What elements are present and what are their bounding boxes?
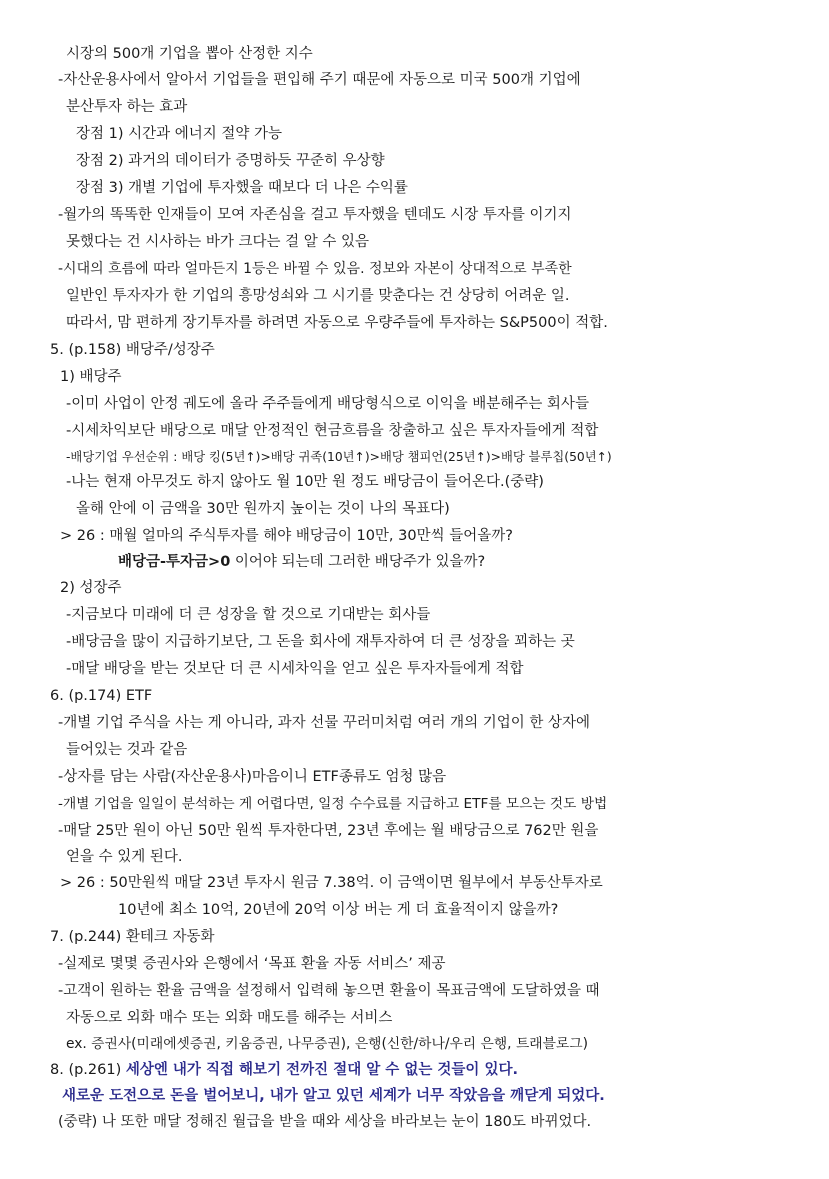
text-line: -매달 25만 원이 아닌 50만 원씩 투자한다면, 23년 후에는 월 배당금으로 762만 원을	[58, 823, 599, 839]
text-line: -실제로 몇몇 증권사와 은행에서 ‘목표 환율 자동 서비스’ 제공	[58, 956, 446, 972]
text-line: -자산운용사에서 알아서 기업들을 편입해 주기 때문에 자동으로 미국 500개 기업에	[58, 72, 581, 88]
text-line: -배당기업 우선순위 : 배당 킹(5년↑)>배당 귀족(10년↑)>배당 챔피언(25년↑)>배당 블루칩(50년↑)	[66, 450, 612, 464]
text-line: -지금보다 미래에 더 큰 성장을 할 것으로 기대받는 회사들	[66, 607, 431, 623]
subsection-heading: 1) 배당주	[60, 369, 122, 385]
quote-line: 새로운 도전으로 돈을 벌어보니, 내가 알고 있던 세계가 너무 작았음을 깨닫게 되었다.	[62, 1088, 605, 1104]
text-line: -고객이 원하는 환율 금액을 설정해서 입력해 놓으면 환율이 목표금액에 도달하였을 때	[58, 983, 600, 999]
subsection-heading: 2) 성장주	[60, 580, 122, 596]
text-line: -월가의 똑똑한 인재들이 모여 자존심을 걸고 투자했을 텐데도 시장 투자를 이기지	[58, 207, 572, 223]
text-line: -나는 현재 아무것도 하지 않아도 월 10만 원 정도 배당금이 들어온다.(중략)	[66, 474, 544, 490]
text-line: 분산투자 하는 효과	[66, 99, 188, 115]
text-line: 올해 안에 이 금액을 30만 원까지 높이는 것이 나의 목표다)	[76, 501, 450, 517]
text-line: -배당금을 많이 지급하기보단, 그 돈을 회사에 재투자하여 더 큰 성장을 꾀하는 곳	[66, 634, 575, 650]
comment-line: 10년에 최소 10억, 20년에 20억 이상 버는 게 더 효율적이지 않을까?	[118, 902, 559, 918]
text-line: -이미 사업이 안정 궤도에 올라 주주들에게 배당형식으로 이익을 배분해주는 회사들	[66, 396, 589, 412]
text-line: ex. 증권사(미래에셋증권, 키움증권, 나무증권), 은행(신한/하나/우리 은행, 트래블로그)	[66, 1036, 588, 1052]
comment-text: 이어야 되는데 그러한 배당주가 있을까?	[230, 554, 486, 570]
comment-line: > 26 : 매월 얼마의 주식투자를 해야 배당금이 10만, 30만씩 들어올까?	[60, 528, 513, 544]
section-number: 8. (p.261)	[50, 1062, 126, 1078]
text-line: 장점 1) 시간과 에너지 절약 가능	[76, 126, 283, 142]
formula-text: 배당금-투자금>0	[118, 554, 231, 570]
text-line: 못했다는 건 시사하는 바가 크다는 걸 알 수 있음	[66, 234, 370, 250]
text-line: (중략) 나 또한 매달 정해진 월급을 받을 때와 세상을 바라보는 눈이 180도 바뀌었다.	[58, 1114, 592, 1130]
text-line: 장점 2) 과거의 데이터가 증명하듯 꾸준히 우상향	[76, 153, 385, 169]
section-heading: 7. (p.244) 환테크 자동화	[50, 929, 215, 945]
text-line: 시장의 500개 기업을 뽑아 산정한 지수	[66, 46, 313, 62]
quote-text: 세상엔 내가 직접 해보기 전까진 절대 알 수 없는 것들이 있다.	[125, 1062, 519, 1078]
text-line: -상자를 담는 사람(자산운용사)마음이니 ETF종류도 엄청 많음	[58, 769, 447, 785]
text-line: -시대의 흐름에 따라 얼마든지 1등은 바뀔 수 있음. 정보와 자본이 상대적으로 부족한	[58, 261, 572, 277]
section-heading: 5. (p.158) 배당주/성장주	[50, 342, 215, 358]
text-line: 자동으로 외화 매수 또는 외화 매도를 해주는 서비스	[66, 1010, 393, 1026]
text-line: -개별 기업 주식을 사는 게 아니라, 과자 선물 꾸러미처럼 여러 개의 기업이 한 상자에	[58, 715, 590, 731]
text-line: -개별 기업을 일일이 분석하는 게 어렵다면, 일정 수수료를 지급하고 ETF를 모으는 것도 방법	[58, 796, 608, 812]
comment-line	[118, 552, 485, 572]
section-heading: 6. (p.174) ETF	[50, 688, 153, 704]
text-line: 일반인 투자자가 한 기업의 흥망성쇠와 그 시기를 맞춘다는 건 상당히 어려운 일.	[66, 288, 570, 304]
text-line: 들어있는 것과 같음	[66, 742, 188, 758]
text-line: -시세차익보단 배당으로 매달 안정적인 현금흐름을 창출하고 싶은 투자자들에게 적합	[66, 423, 599, 439]
text-line: 따라서, 맘 편하게 장기투자를 하려면 자동으로 우량주들에 투자하는 S&P500이 적합.	[66, 315, 608, 331]
text-line: -매달 배당을 받는 것보단 더 큰 시세차익을 얻고 싶은 투자자들에게 적합	[66, 661, 524, 677]
section-heading	[50, 1060, 518, 1080]
text-line: 장점 3) 개별 기업에 투자했을 때보다 더 나은 수익률	[76, 180, 408, 196]
comment-line: > 26 : 50만원씩 매달 23년 투자시 원금 7.38억. 이 금액이면 월부에서 부동산투자로	[60, 875, 603, 891]
text-line: 얻을 수 있게 된다.	[66, 849, 183, 865]
